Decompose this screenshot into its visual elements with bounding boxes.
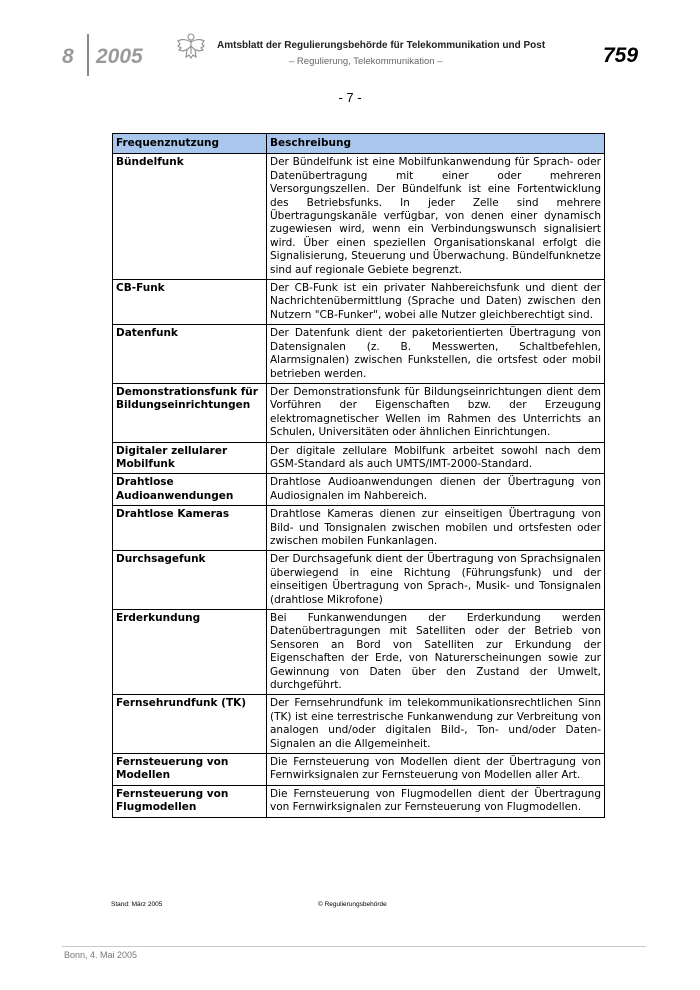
- header-divider: [87, 34, 89, 76]
- row-description: Der Datenfunk dient der paketorientierten Übertragung von Datensignalen (z. B. Messwerten, Schaltbefehlen, Alarmsignalen) zwischen Funkstellen, die ortsfest oder mobil betrieben werden.: [267, 325, 605, 384]
- footer-divider: [62, 946, 646, 947]
- table-row: [113, 383, 605, 442]
- row-description: Die Fernsteuerung von Modellen dient der Übertragung von Fernwirksignalen zur Fernsteuerung von Modellen aller Art.: [267, 754, 605, 786]
- row-term: Fernsteuerung von Modellen: [113, 754, 267, 786]
- row-term: Fernsteuerung von Flugmodellen: [113, 785, 267, 817]
- row-description: Die Fernsteuerung von Flugmodellen dient der Übertragung von Fernwirksignalen zur Fernsteuerung von Flugmodellen.: [267, 785, 605, 817]
- column-header-beschreibung: Beschreibung: [267, 134, 605, 154]
- frequency-usage-table: [112, 133, 605, 818]
- row-term: CB-Funk: [113, 280, 267, 325]
- table-row: [113, 325, 605, 384]
- row-description: Der Durchsagefunk dient der Übertragung von Sprachsignalen überwiegend in eine Richtung (Führungsfunk) und der einseitigen Übertragung von Sprach-, Musik- und Tonsignalen (drahtlose Mikrofone): [267, 551, 605, 610]
- row-term: Durchsagefunk: [113, 551, 267, 610]
- row-description: Der Demonstrationsfunk für Bildungseinrichtungen dient dem Vorführen der Eigenschaften bzw. der Erzeugung elektromagnetischer Wellen im Rahmen des Unterrichts an Schulen, Universitäten oder ähnlichen Einrichtungen.: [267, 383, 605, 442]
- row-term: Bündelfunk: [113, 154, 267, 280]
- table-row: [113, 610, 605, 695]
- table-row: [113, 442, 605, 474]
- row-description: Der Fernsehrundfunk im telekommunikationsrechtlichen Sinn (TK) ist eine terrestrische Funkanwendung zur Verbreitung von analogen und/oder digitalen Bild-, Ton- und/oder Daten-Signalen an die Allgemeinheit.: [267, 695, 605, 754]
- issue-number: 8: [62, 45, 74, 68]
- page-marker: - 7 -: [338, 90, 362, 105]
- issue-year: 2005: [96, 45, 143, 68]
- page-number: 759: [603, 44, 639, 67]
- footer-date: Bonn, 4. Mai 2005: [64, 950, 138, 960]
- row-term: Erderkundung: [113, 610, 267, 695]
- table-row: [113, 695, 605, 754]
- footer-copyright: © Regulierungsbehörde: [318, 901, 387, 908]
- row-term: Drahtlose Kameras: [113, 506, 267, 551]
- row-term: Digitaler zellularer Mobilfunk: [113, 442, 267, 474]
- table-row: [113, 754, 605, 786]
- row-description: Der Bündelfunk ist eine Mobilfunkanwendung für Sprach- oder Datenübertragung mit einer oder mehreren Versorgungszellen. Der Bündelfunk ist eine Fortentwicklung des Betriebsfunks. In jeder Zelle sind mehrere Übertragungskanäle verfügbar, von denen einer dynamisch zugewiesen wird, wenn ein Verbindungswunsch signalisiert wird. Über einen speziellen Organisationskanal erfolgt die Signalisierung, Steuerung und Überwachung. Bündelfunknetze sind auf regionale Gebiete begrenzt.: [267, 154, 605, 280]
- table-row: [113, 551, 605, 610]
- row-description: Der CB-Funk ist ein privater Nahbereichsfunk und dient der Nachrichtenübermittlung (Sprache und Daten) zwischen den Nutzern "CB-Funker", wobei alle Nutzer gleichberechtigt sind.: [267, 280, 605, 325]
- table-row: [113, 280, 605, 325]
- publication-subtitle: – Regulierung, Telekommunikation –: [289, 56, 443, 67]
- row-description: Der digitale zellulare Mobilfunk arbeitet sowohl nach dem GSM-Standard als auch UMTS/IMT-2000-Standard.: [267, 442, 605, 474]
- federal-eagle-logo: [176, 30, 206, 60]
- row-term: Datenfunk: [113, 325, 267, 384]
- footer-stand: Stand: März 2005: [111, 901, 163, 908]
- row-term: Fernsehrundfunk (TK): [113, 695, 267, 754]
- row-description: Drahtlose Audioanwendungen dienen der Übertragung von Audiosignalen im Nahbereich.: [267, 474, 605, 506]
- table-header-row: [113, 134, 605, 154]
- table-row: [113, 154, 605, 280]
- table-row: [113, 506, 605, 551]
- column-header-frequenznutzung: Frequenznutzung: [113, 134, 267, 154]
- row-description: Drahtlose Kameras dienen zur einseitigen Übertragung von Bild- und Tonsignalen zwischen mobilen und ortsfesten oder zwischen mobilen Funkanlagen.: [267, 506, 605, 551]
- row-term: Demonstrationsfunk für Bildungseinrichtungen: [113, 383, 267, 442]
- table-row: [113, 474, 605, 506]
- row-description: Bei Funkanwendungen der Erderkundung werden Datenübertragungen mit Satelliten oder der Betrieb von Sensoren an Bord von Satelliten zur Erkundung der Eigenschaften der Erde, von Naturerscheinungen sowie zur Gewinnung von Daten über den Zustand der Umwelt, durchgeführt.: [267, 610, 605, 695]
- publication-title: Amtsblatt der Regulierungsbehörde für Telekommunikation und Post: [217, 40, 546, 51]
- row-term: Drahtlose Audioanwendungen: [113, 474, 267, 506]
- table-row: [113, 785, 605, 817]
